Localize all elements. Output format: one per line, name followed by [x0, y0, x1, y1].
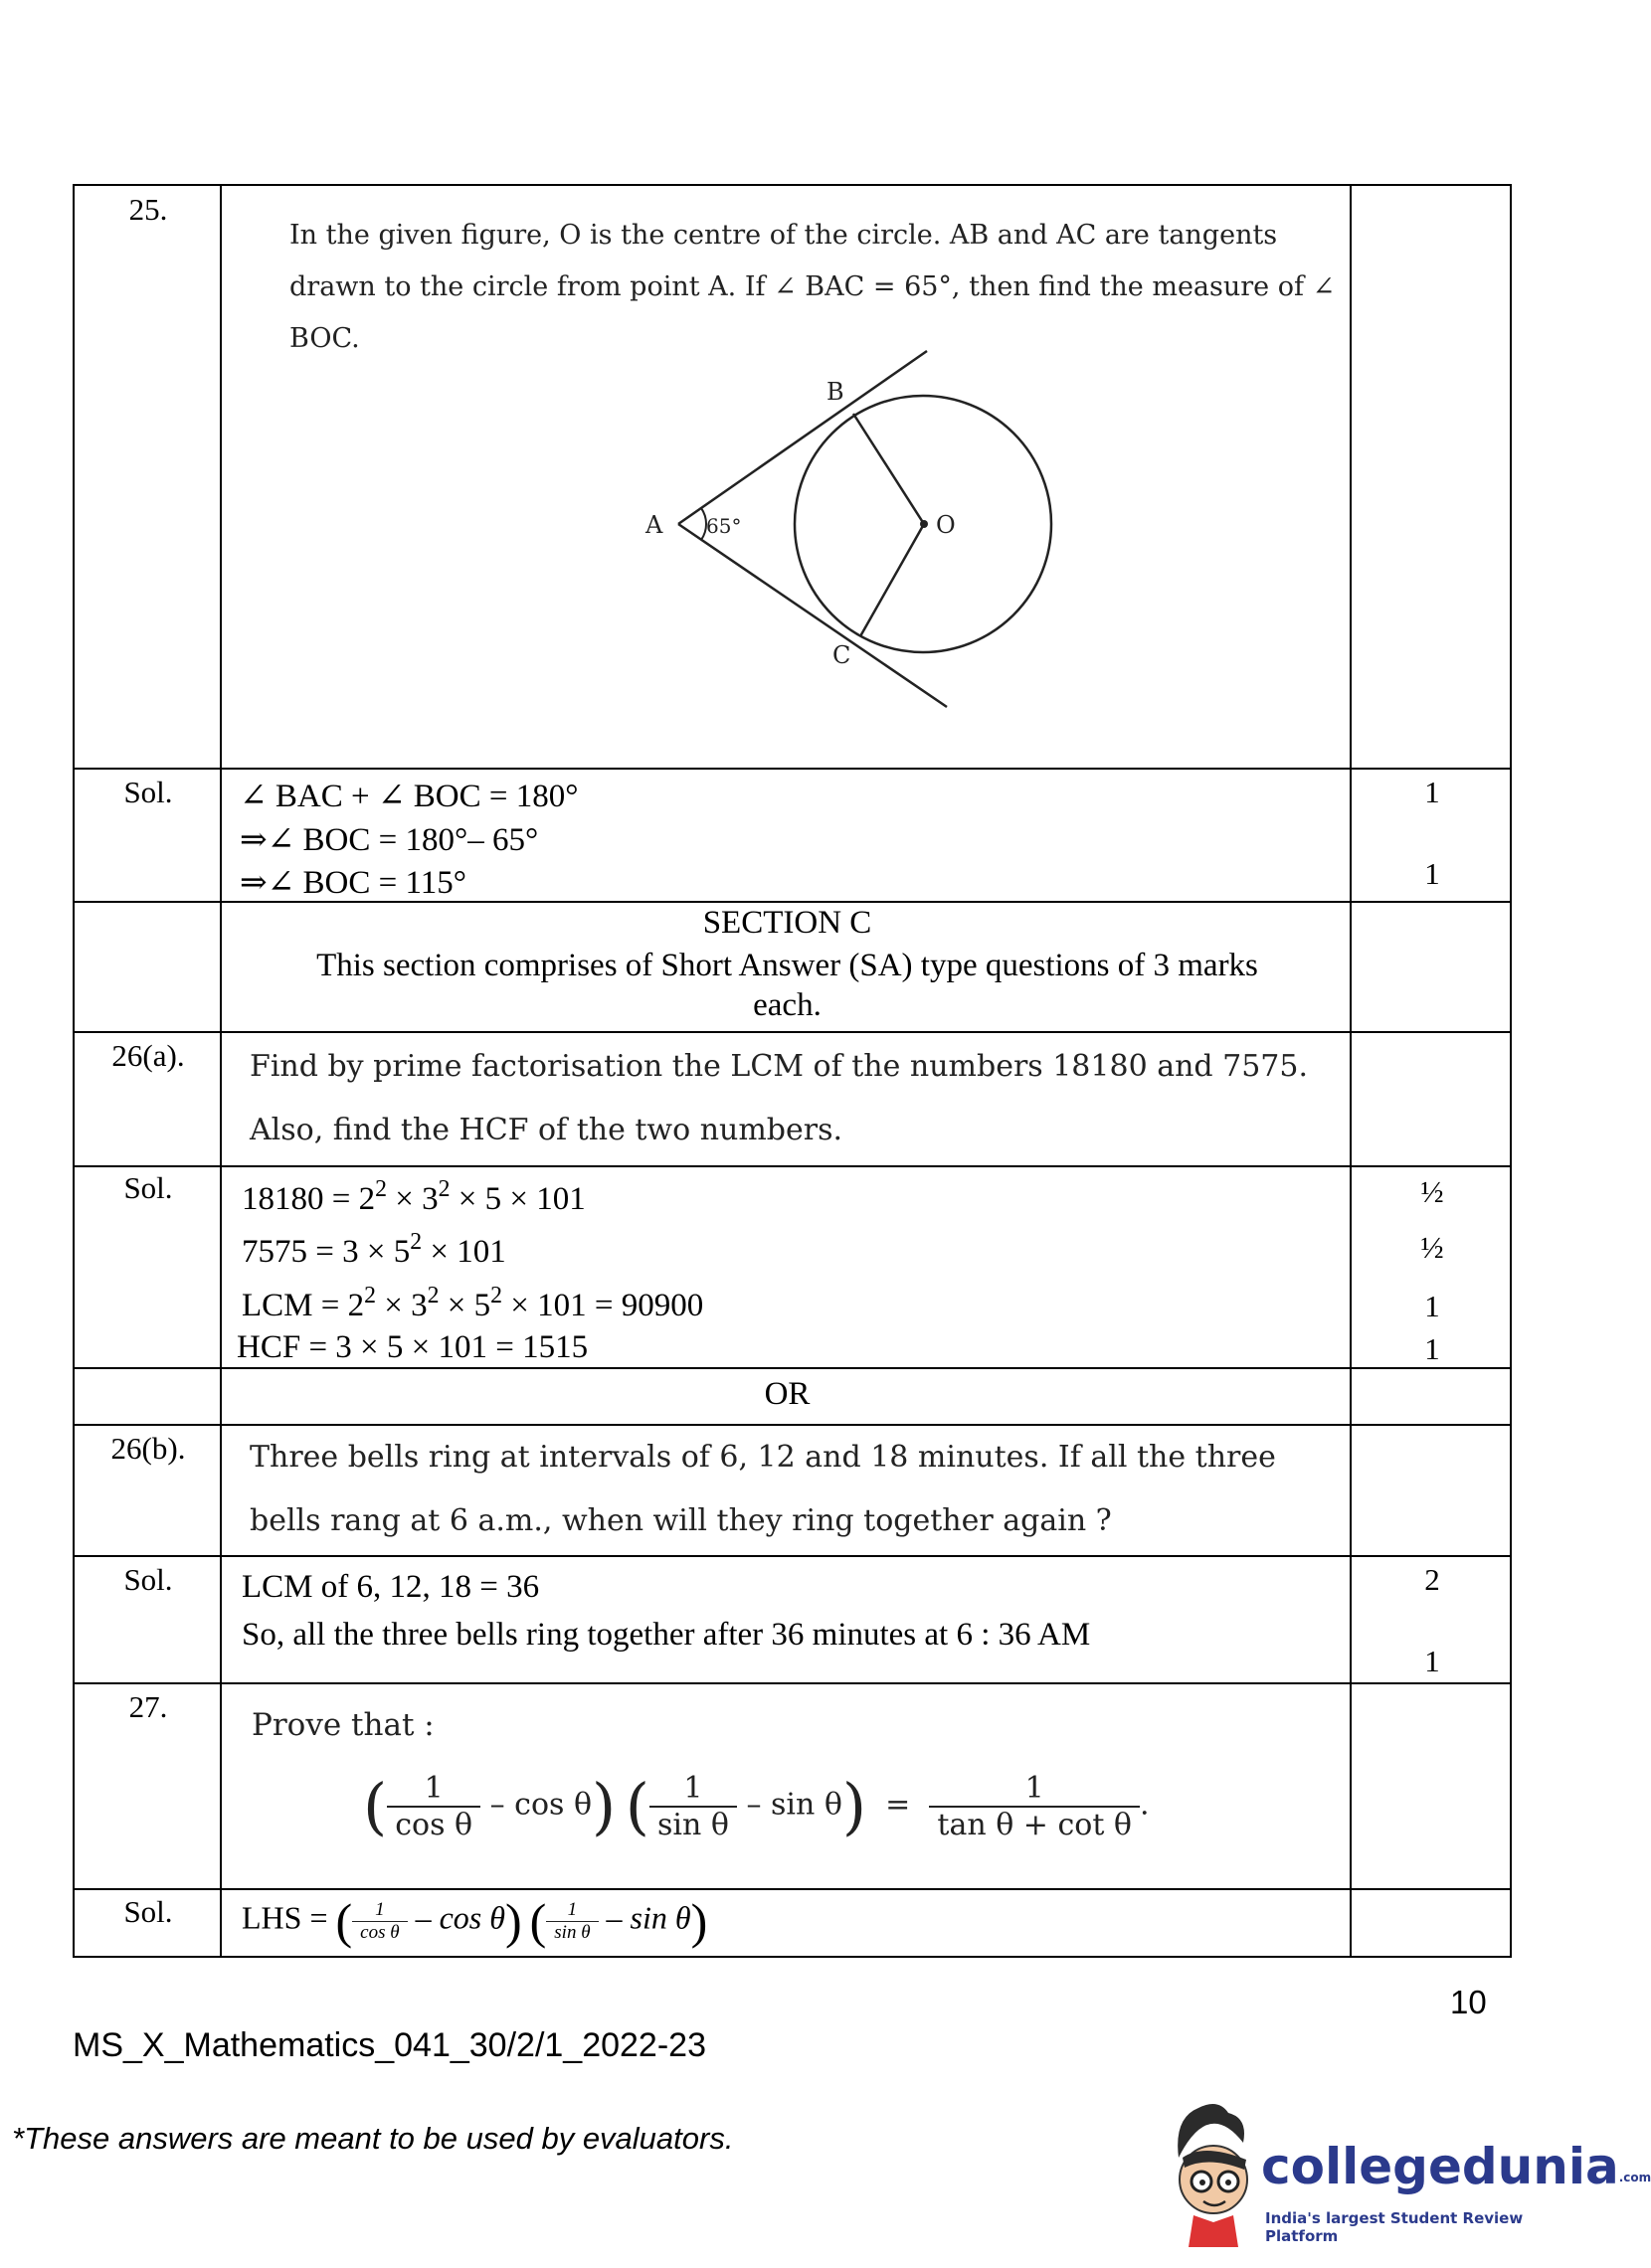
- row-divider: [75, 1555, 1510, 1557]
- radius-oc: [860, 524, 924, 636]
- solution-line: HCF = 3 × 5 × 101 = 1515: [237, 1329, 589, 1365]
- tangent-ab: [678, 351, 927, 524]
- row-divider: [75, 768, 1510, 770]
- row-divider: [75, 1367, 1510, 1369]
- label-angle: 65°: [706, 514, 742, 538]
- question-number: 25.: [128, 192, 168, 227]
- document-code: MS_X_Mathematics_041_30/2/1_2022-23: [73, 2026, 706, 2064]
- section-description: This section comprises of Short Answer (SA) type questions of 3 marks each.: [316, 948, 1258, 1023]
- page-number: 10: [1450, 1984, 1487, 2020]
- label-c: C: [832, 641, 851, 669]
- solution-line: So, all the three bells ring together after 36 minutes at 6 : 36 AM: [242, 1617, 1091, 1653]
- label-a: A: [645, 511, 663, 539]
- solution-line: ⇒∠ BOC = 115°: [240, 865, 466, 901]
- label-o: O: [936, 511, 956, 539]
- solution-label: Sol.: [123, 1562, 173, 1597]
- solution-line: $18180 = 2^2 \times 3^2 \times 5 \times 101$: [242, 1175, 586, 1217]
- mark: 1: [1424, 856, 1440, 891]
- mark: 1: [1424, 775, 1440, 809]
- identity-equation: ( $\frac{1}{\text{cos θ}}$ – cos θ) ( $\frac{1}{\text{sin θ}}$ – sin θ) = $\frac{1}{\text{tan θ + cot θ}}$ .: [363, 1770, 1150, 1842]
- solution-line: LCM of 6, 12, 18 = 36: [242, 1569, 540, 1605]
- question-text: Find by prime factorisation the LCM of the numbers 18180 and 7575. Also, find the HCF of the two numbers.: [250, 1049, 1309, 1147]
- tangent-ac: [678, 524, 947, 707]
- question-intro: Prove that :: [252, 1707, 435, 1743]
- solution-line: $7575 = 3 \times 5^2 \times 101$: [242, 1228, 506, 1270]
- mark: ½: [1420, 1230, 1444, 1265]
- question-number: 26(a).: [111, 1038, 185, 1073]
- solution-label: Sol.: [123, 1170, 173, 1205]
- row-divider: [75, 1682, 1510, 1684]
- question-number: 26(b).: [110, 1431, 186, 1466]
- question-text: Three bells ring at intervals of 6, 12 and 18 minutes. If all the three bells rang at 6 a.m., when will they ring together again ?: [250, 1440, 1276, 1538]
- centre-point: [920, 520, 928, 528]
- evaluator-note: *These answers are meant to be used by evaluators.: [12, 2121, 734, 2156]
- mark: 1: [1424, 1331, 1440, 1366]
- solution-line: LCM = $2^2 \times 3^2 \times 5^2 \times 101 = 90900$: [242, 1282, 704, 1323]
- brand-tagline: India's largest Student Review Platform: [1265, 2209, 1524, 2245]
- mark: ½: [1420, 1174, 1444, 1209]
- solution-lhs: LHS = ( $\frac{1}{\text{cos θ}}$ – cos θ) ( $\frac{1}{\text{sin θ}}$ – sin θ): [242, 1893, 708, 1949]
- column-divider: [1350, 186, 1352, 1956]
- marking-scheme-table: [73, 184, 1512, 1958]
- label-b: B: [826, 378, 844, 406]
- row-divider: [75, 1031, 1510, 1033]
- question-text: In the given figure, O is the centre of the circle. AB and AC are tangents drawn to the circle from point A. If ∠ BAC = 65°, then find the measure of ∠ BOC.: [289, 220, 1336, 354]
- radius-ob: [853, 414, 924, 524]
- solution-label: Sol.: [123, 1894, 173, 1929]
- tangent-circle-figure: [572, 335, 1069, 753]
- mark: 1: [1424, 1289, 1440, 1323]
- section-title: SECTION C: [702, 905, 872, 941]
- mark: 1: [1424, 1644, 1440, 1678]
- row-divider: [75, 1888, 1510, 1890]
- mascot-logo-icon: [1159, 2098, 1258, 2257]
- solution-line: ∠ BAC + ∠ BOC = 180°: [240, 779, 579, 814]
- mark: 2: [1424, 1562, 1440, 1597]
- solution-label: Sol.: [123, 775, 173, 809]
- brand-logo-text: collegedunia.com: [1261, 2138, 1651, 2195]
- or-separator: OR: [764, 1376, 811, 1412]
- solution-line: ⇒∠ BOC = 180°– 65°: [240, 822, 539, 858]
- question-number: 27.: [128, 1689, 168, 1724]
- row-divider: [75, 1165, 1510, 1167]
